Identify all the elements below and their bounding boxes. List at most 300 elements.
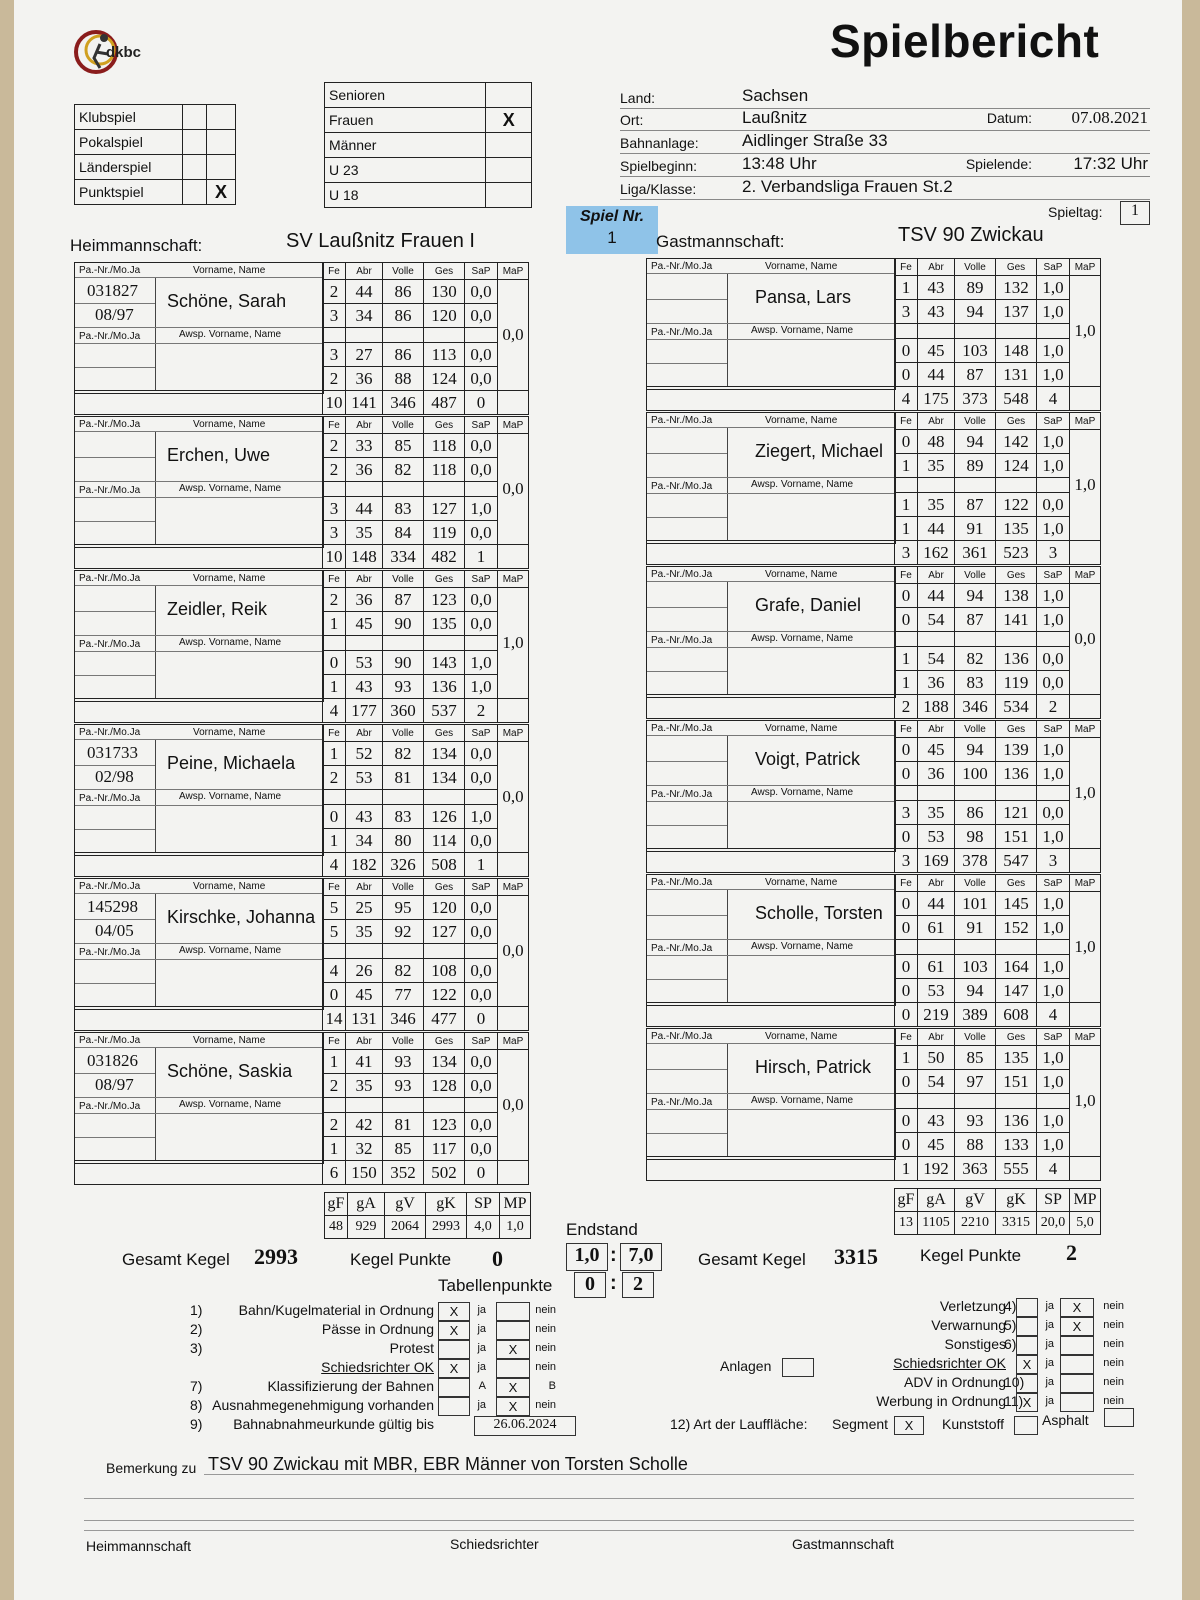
score-cell: 83 bbox=[383, 497, 424, 521]
player-name-area bbox=[74, 262, 324, 394]
score-cell: 1 bbox=[323, 612, 346, 636]
ja-checkbox[interactable] bbox=[1016, 1336, 1038, 1355]
abr-header: Abr bbox=[346, 417, 383, 434]
abr-header: Abr bbox=[346, 725, 383, 742]
ja-checkbox[interactable]: X bbox=[438, 1321, 470, 1340]
nein-checkbox[interactable] bbox=[496, 1302, 530, 1321]
type-checkbox[interactable] bbox=[207, 130, 236, 155]
type-checkbox[interactable]: X bbox=[486, 108, 532, 133]
player-name-area bbox=[646, 1028, 896, 1160]
total-cell: 502 bbox=[424, 1161, 465, 1185]
kunststoff-checkbox[interactable] bbox=[1014, 1416, 1038, 1435]
total-cell: 3 bbox=[895, 541, 918, 565]
total-row bbox=[74, 544, 529, 569]
mo-year: 08/97 bbox=[95, 1075, 134, 1094]
score-cell: 1,0 bbox=[1037, 1109, 1070, 1133]
home-sum-table bbox=[324, 1192, 531, 1239]
ja-checkbox[interactable]: X bbox=[438, 1302, 470, 1321]
score-cell: 3 bbox=[323, 497, 346, 521]
check-row bbox=[190, 1378, 570, 1397]
awsp-header: Awsp. Vorname, Name bbox=[751, 1095, 854, 1106]
score-cell: 151 bbox=[996, 825, 1037, 849]
score-cell: 2 bbox=[323, 1113, 346, 1137]
total-cell: 352 bbox=[383, 1161, 424, 1185]
score-cell: 118 bbox=[424, 458, 465, 482]
pa-header: Pa.-Nr./Mo.Ja bbox=[79, 419, 141, 430]
abr-header: Abr bbox=[346, 1033, 383, 1050]
ja-checkbox[interactable] bbox=[1016, 1298, 1038, 1317]
score-cell: 0,0 bbox=[465, 766, 498, 790]
spiel-nr-box: Spiel Nr. 1 bbox=[566, 206, 658, 254]
score-cell: 35 bbox=[918, 454, 955, 478]
score-cell: 36 bbox=[346, 588, 383, 612]
score-cell: 0 bbox=[323, 651, 346, 675]
map-value: 0,0 bbox=[1070, 584, 1101, 695]
score-cell: 2 bbox=[323, 588, 346, 612]
type-checkbox[interactable] bbox=[207, 105, 236, 130]
check-num: 3) bbox=[190, 1340, 203, 1356]
ges-header: Ges bbox=[424, 1033, 465, 1050]
type-label: Männer bbox=[325, 133, 486, 158]
score-cell: 5 bbox=[323, 896, 346, 920]
score-cell: 0 bbox=[895, 584, 918, 608]
score-table bbox=[894, 566, 1101, 695]
score-cell: 36 bbox=[346, 458, 383, 482]
ja-checkbox[interactable]: X bbox=[1016, 1355, 1038, 1374]
awsp-header: Awsp. Vorname, Name bbox=[179, 483, 282, 494]
game-type-box bbox=[74, 104, 236, 205]
score-cell: 36 bbox=[918, 762, 955, 786]
type-checkbox[interactable] bbox=[486, 83, 532, 108]
score-cell: 1,0 bbox=[1037, 1046, 1070, 1070]
ja-checkbox[interactable] bbox=[438, 1397, 470, 1416]
segment-checkbox[interactable]: X bbox=[894, 1416, 924, 1435]
sap-header: SaP bbox=[465, 725, 498, 742]
info-zeit: Spielbeginn: 13:48 Uhr Spielende: 17:32 Uhr bbox=[620, 154, 1150, 177]
check-label: Schiedsrichter OK bbox=[893, 1355, 1006, 1371]
score-cell: 0,0 bbox=[465, 280, 498, 304]
abr-header: Abr bbox=[918, 413, 955, 430]
fe-header: Fe bbox=[895, 413, 918, 430]
score-cell: 1,0 bbox=[1037, 339, 1070, 363]
score-cell: 87 bbox=[955, 608, 996, 632]
score-cell: 1,0 bbox=[1037, 276, 1070, 300]
score-cell: 1,0 bbox=[465, 675, 498, 699]
name-header: Vorname, Name bbox=[193, 1035, 266, 1046]
home-player-block bbox=[74, 416, 554, 568]
home-team-name: SV Laußnitz Frauen I bbox=[286, 230, 475, 252]
score-cell: 0,0 bbox=[465, 304, 498, 328]
type-checkbox[interactable] bbox=[486, 183, 532, 208]
score-cell: 119 bbox=[996, 671, 1037, 695]
total-cell: 363 bbox=[955, 1157, 996, 1181]
ges-header: Ges bbox=[424, 571, 465, 588]
nein-checkbox[interactable] bbox=[1060, 1374, 1094, 1393]
score-cell: 44 bbox=[346, 280, 383, 304]
type-label: Pokalspiel bbox=[75, 130, 183, 155]
check-label: Schiedsrichter OK bbox=[321, 1359, 434, 1375]
anlagen-label: Anlagen bbox=[720, 1358, 772, 1374]
score-cell: 114 bbox=[424, 829, 465, 853]
sum-header: gK bbox=[996, 1189, 1037, 1212]
score-cell: 117 bbox=[424, 1137, 465, 1161]
total-cell: 0 bbox=[465, 391, 498, 415]
score-cell: 0 bbox=[895, 1133, 918, 1157]
check-num: 9) bbox=[190, 1416, 203, 1432]
total-cell: 4 bbox=[323, 853, 346, 877]
nein-checkbox[interactable]: X bbox=[1060, 1317, 1094, 1336]
datum-value: 07.08.2021 bbox=[1071, 108, 1148, 127]
score-cell: 0,0 bbox=[1037, 493, 1070, 517]
score-cell: 36 bbox=[346, 367, 383, 391]
sum-value: 5,0 bbox=[1070, 1212, 1101, 1235]
player-name: Grafe, Daniel bbox=[755, 595, 862, 615]
guest-player-block bbox=[646, 566, 1126, 718]
fe-header: Fe bbox=[895, 875, 918, 892]
endstand-home: 1,0 bbox=[566, 1243, 608, 1271]
score-cell: 1 bbox=[895, 671, 918, 695]
score-cell: 0,0 bbox=[465, 896, 498, 920]
map-value: 1,0 bbox=[1070, 276, 1101, 387]
total-cell: 162 bbox=[918, 541, 955, 565]
nein-checkbox[interactable]: X bbox=[496, 1378, 530, 1397]
check-num: 11) bbox=[1004, 1393, 1024, 1409]
ja-checkbox[interactable]: X bbox=[1016, 1393, 1038, 1412]
score-cell: 54 bbox=[918, 647, 955, 671]
total-row bbox=[74, 390, 529, 415]
score-cell: 53 bbox=[918, 979, 955, 1003]
map-header: MaP bbox=[1070, 875, 1101, 892]
total-cell: 373 bbox=[955, 387, 996, 411]
ja-checkbox[interactable] bbox=[1016, 1317, 1038, 1336]
score-cell: 35 bbox=[346, 521, 383, 545]
mo-year: 04/05 bbox=[95, 921, 134, 940]
fe-header: Fe bbox=[323, 1033, 346, 1050]
player-name: Ziegert, Michael bbox=[755, 441, 884, 461]
score-cell: 136 bbox=[996, 647, 1037, 671]
ja-checkbox[interactable] bbox=[438, 1340, 470, 1359]
guest-kp-label: Kegel Punkte bbox=[920, 1246, 1022, 1265]
total-cell: 346 bbox=[383, 391, 424, 415]
map-value: 1,0 bbox=[1070, 430, 1101, 541]
total-cell: 3 bbox=[895, 849, 918, 873]
pa-header: Pa.-Nr./Mo.Ja bbox=[79, 485, 141, 496]
total-cell: 1 bbox=[465, 853, 498, 877]
sig-guest: Gastmannschaft bbox=[792, 1536, 894, 1552]
total-cell: 389 bbox=[955, 1003, 996, 1027]
fe-header: Fe bbox=[323, 417, 346, 434]
total-cell: 1 bbox=[895, 1157, 918, 1181]
ja-checkbox[interactable] bbox=[1016, 1374, 1038, 1393]
score-cell: 1,0 bbox=[1037, 955, 1070, 979]
ja-label: ja bbox=[1045, 1395, 1054, 1407]
sum-value: 4,0 bbox=[467, 1216, 500, 1239]
score-cell: 88 bbox=[955, 1133, 996, 1157]
total-row bbox=[646, 1002, 1101, 1027]
score-row bbox=[895, 738, 1101, 762]
total-cell: 6 bbox=[323, 1161, 346, 1185]
score-cell: 1,0 bbox=[1037, 979, 1070, 1003]
sap-header: SaP bbox=[465, 879, 498, 896]
ja-checkbox[interactable] bbox=[438, 1378, 470, 1397]
liga-value: 2. Verbandsliga Frauen St.2 bbox=[742, 177, 953, 196]
score-cell: 142 bbox=[996, 430, 1037, 454]
home-label: Heimmannschaft: bbox=[70, 236, 203, 255]
score-cell: 1,0 bbox=[1037, 825, 1070, 849]
total-cell: 555 bbox=[996, 1157, 1037, 1181]
ja-checkbox[interactable]: X bbox=[438, 1359, 470, 1378]
score-cell: 3 bbox=[323, 343, 346, 367]
anlagen-checkbox[interactable] bbox=[782, 1358, 814, 1377]
score-cell: 53 bbox=[346, 766, 383, 790]
score-cell: 141 bbox=[996, 608, 1037, 632]
score-table bbox=[322, 724, 529, 853]
pa-header: Pa.-Nr./Mo.Ja bbox=[79, 573, 141, 584]
score-cell: 32 bbox=[346, 1137, 383, 1161]
score-cell: 50 bbox=[918, 1046, 955, 1070]
type-row bbox=[75, 155, 236, 180]
pa-header: Pa.-Nr./Mo.Ja bbox=[79, 639, 141, 650]
map-header: MaP bbox=[498, 879, 529, 896]
score-cell: 0,0 bbox=[465, 521, 498, 545]
score-cell: 1,0 bbox=[1037, 892, 1070, 916]
score-cell: 103 bbox=[955, 955, 996, 979]
info-land: Land: Sachsen bbox=[620, 86, 1150, 109]
awsp-header: Awsp. Vorname, Name bbox=[179, 637, 282, 648]
score-table bbox=[322, 570, 529, 699]
nein-label: nein bbox=[1103, 1300, 1124, 1312]
type-label: U 18 bbox=[325, 183, 486, 208]
sum-value: 3315 bbox=[996, 1212, 1037, 1235]
score-cell: 113 bbox=[424, 343, 465, 367]
score-cell: 88 bbox=[383, 367, 424, 391]
volle-header: Volle bbox=[955, 875, 996, 892]
nein-checkbox[interactable] bbox=[496, 1321, 530, 1340]
total-cell: 547 bbox=[996, 849, 1037, 873]
total-cell: 3 bbox=[1037, 849, 1070, 873]
sum-header: MP bbox=[500, 1193, 531, 1216]
map-value: 1,0 bbox=[1070, 738, 1101, 849]
volle-header: Volle bbox=[383, 1033, 424, 1050]
score-cell: 41 bbox=[346, 1050, 383, 1074]
name-header: Vorname, Name bbox=[765, 569, 838, 580]
fe-header: Fe bbox=[323, 263, 346, 280]
nein-checkbox[interactable] bbox=[1060, 1336, 1094, 1355]
volle-header: Volle bbox=[383, 879, 424, 896]
score-cell: 1,0 bbox=[1037, 584, 1070, 608]
awsp-header: Awsp. Vorname, Name bbox=[179, 329, 282, 340]
score-cell: 1,0 bbox=[465, 497, 498, 521]
score-cell: 43 bbox=[918, 300, 955, 324]
segment-label: Segment bbox=[832, 1416, 889, 1432]
score-row bbox=[895, 1046, 1101, 1070]
map-header: MaP bbox=[1070, 413, 1101, 430]
check-label: Protest bbox=[389, 1340, 434, 1356]
score-cell: 44 bbox=[918, 892, 955, 916]
bahn-value: Aidlinger Straße 33 bbox=[742, 131, 888, 150]
player-name-area bbox=[74, 878, 324, 1010]
total-cell: 4 bbox=[323, 699, 346, 723]
bemerkung-label: Bemerkung zu bbox=[106, 1460, 197, 1476]
ges-header: Ges bbox=[424, 879, 465, 896]
total-cell: 131 bbox=[346, 1007, 383, 1031]
volle-header: Volle bbox=[383, 725, 424, 742]
total-cell: 361 bbox=[955, 541, 996, 565]
score-cell: 90 bbox=[383, 651, 424, 675]
check-num: 5) bbox=[1004, 1317, 1017, 1333]
score-cell: 1,0 bbox=[1037, 916, 1070, 940]
tab-guest: 2 bbox=[622, 1272, 654, 1298]
nein-checkbox[interactable]: X bbox=[496, 1397, 530, 1416]
guest-label: Gastmannschaft: bbox=[656, 232, 785, 251]
score-cell: 93 bbox=[955, 1109, 996, 1133]
score-cell: 86 bbox=[383, 343, 424, 367]
volle-header: Volle bbox=[383, 417, 424, 434]
total-row bbox=[646, 694, 1101, 719]
score-cell: 83 bbox=[383, 805, 424, 829]
awsp-header: Awsp. Vorname, Name bbox=[751, 325, 854, 336]
home-player-block bbox=[74, 1032, 554, 1184]
type-checkbox[interactable] bbox=[207, 155, 236, 180]
score-cell: 93 bbox=[383, 1050, 424, 1074]
pa-header: Pa.-Nr./Mo.Ja bbox=[651, 261, 713, 272]
total-cell: 10 bbox=[323, 391, 346, 415]
score-cell: 82 bbox=[955, 647, 996, 671]
score-cell: 87 bbox=[383, 588, 424, 612]
pa-header: Pa.-Nr./Mo.Ja bbox=[79, 793, 141, 804]
score-cell: 35 bbox=[346, 920, 383, 944]
score-cell: 91 bbox=[955, 517, 996, 541]
score-cell: 45 bbox=[918, 738, 955, 762]
sap-header: SaP bbox=[465, 417, 498, 434]
type-row bbox=[325, 183, 532, 208]
score-cell: 44 bbox=[918, 517, 955, 541]
nein-label: B bbox=[548, 1380, 556, 1392]
check-label: Sonstiges bbox=[944, 1336, 1006, 1352]
type-row bbox=[325, 108, 532, 133]
pa-header: Pa.-Nr./Mo.Ja bbox=[79, 331, 141, 342]
check-num: 8) bbox=[190, 1397, 203, 1413]
check-row bbox=[190, 1302, 570, 1321]
type-row bbox=[325, 158, 532, 183]
score-cell: 1,0 bbox=[1037, 300, 1070, 324]
asphalt-checkbox[interactable] bbox=[1104, 1408, 1134, 1427]
map-value: 1,0 bbox=[1070, 892, 1101, 1003]
type-checkbox[interactable]: X bbox=[207, 180, 236, 205]
score-cell: 134 bbox=[424, 1050, 465, 1074]
check-num: 2) bbox=[190, 1321, 203, 1337]
map-header: MaP bbox=[498, 263, 529, 280]
score-cell: 54 bbox=[918, 1070, 955, 1094]
score-cell: 98 bbox=[955, 825, 996, 849]
player-name-area bbox=[646, 258, 896, 390]
nein-checkbox[interactable]: X bbox=[496, 1340, 530, 1359]
player-name: Erchen, Uwe bbox=[167, 445, 271, 465]
type-row bbox=[325, 83, 532, 108]
score-cell: 2 bbox=[323, 458, 346, 482]
map-value: 0,0 bbox=[498, 896, 529, 1007]
type-checkbox[interactable] bbox=[486, 158, 532, 183]
check-label: ADV in Ordnung bbox=[904, 1374, 1006, 1390]
nein-checkbox[interactable] bbox=[1060, 1393, 1094, 1412]
map-header: MaP bbox=[1070, 567, 1101, 584]
score-cell: 123 bbox=[424, 588, 465, 612]
score-cell: 1 bbox=[323, 1050, 346, 1074]
pa-number: 031733 bbox=[87, 743, 138, 762]
check-label: Verletzung bbox=[939, 1298, 1006, 1314]
category-box bbox=[324, 82, 532, 208]
score-cell: 86 bbox=[955, 801, 996, 825]
score-cell: 34 bbox=[346, 829, 383, 853]
map-value: 0,0 bbox=[498, 280, 529, 391]
guest-player-block bbox=[646, 412, 1126, 564]
score-cell: 152 bbox=[996, 916, 1037, 940]
ja-label: ja bbox=[1045, 1319, 1054, 1331]
player-name: Pansa, Lars bbox=[755, 287, 852, 307]
tabellen-label: Tabellenpunkte bbox=[438, 1276, 553, 1295]
map-header: MaP bbox=[498, 1033, 529, 1050]
score-cell: 120 bbox=[424, 304, 465, 328]
score-cell: 127 bbox=[424, 920, 465, 944]
score-cell: 35 bbox=[918, 801, 955, 825]
pa-header: Pa.-Nr./Mo.Ja bbox=[79, 265, 141, 276]
score-cell: 101 bbox=[955, 892, 996, 916]
score-table bbox=[894, 1028, 1101, 1157]
check-num: 6) bbox=[1004, 1336, 1017, 1352]
map-header: MaP bbox=[498, 417, 529, 434]
nein-checkbox[interactable]: X bbox=[1060, 1298, 1094, 1317]
sum-header: gF bbox=[895, 1189, 918, 1212]
tab-home: 0 bbox=[574, 1272, 606, 1298]
sum-header: gV bbox=[385, 1193, 426, 1216]
type-checkbox[interactable] bbox=[486, 133, 532, 158]
score-cell: 33 bbox=[346, 434, 383, 458]
map-header: MaP bbox=[1070, 1029, 1101, 1046]
total-cell: 326 bbox=[383, 853, 424, 877]
score-cell: 1 bbox=[323, 1137, 346, 1161]
score-cell: 43 bbox=[346, 675, 383, 699]
endstand-guest: 7,0 bbox=[620, 1243, 662, 1271]
score-cell: 126 bbox=[424, 805, 465, 829]
total-cell: 487 bbox=[424, 391, 465, 415]
score-cell: 89 bbox=[955, 454, 996, 478]
ges-header: Ges bbox=[996, 413, 1037, 430]
score-cell: 1 bbox=[323, 742, 346, 766]
score-cell: 120 bbox=[424, 896, 465, 920]
nein-checkbox[interactable] bbox=[496, 1359, 530, 1378]
fe-header: Fe bbox=[895, 721, 918, 738]
nein-label: nein bbox=[535, 1399, 556, 1411]
sum-header: gF bbox=[325, 1193, 348, 1216]
score-cell: 131 bbox=[996, 363, 1037, 387]
score-cell: 0,0 bbox=[465, 612, 498, 636]
score-cell: 4 bbox=[323, 959, 346, 983]
score-cell: 124 bbox=[996, 454, 1037, 478]
score-cell: 134 bbox=[424, 742, 465, 766]
total-cell: 148 bbox=[346, 545, 383, 569]
score-cell: 136 bbox=[996, 762, 1037, 786]
nein-checkbox[interactable] bbox=[1060, 1355, 1094, 1374]
score-cell: 45 bbox=[918, 1133, 955, 1157]
sum-value: 2993 bbox=[426, 1216, 467, 1239]
check-label: Bahn/Kugelmaterial in Ordnung bbox=[238, 1302, 434, 1318]
score-cell: 94 bbox=[955, 584, 996, 608]
player-name: Zeidler, Reik bbox=[167, 599, 268, 619]
guest-player-block bbox=[646, 258, 1126, 410]
score-cell: 90 bbox=[383, 612, 424, 636]
type-row bbox=[325, 133, 532, 158]
total-cell: 0 bbox=[895, 1003, 918, 1027]
